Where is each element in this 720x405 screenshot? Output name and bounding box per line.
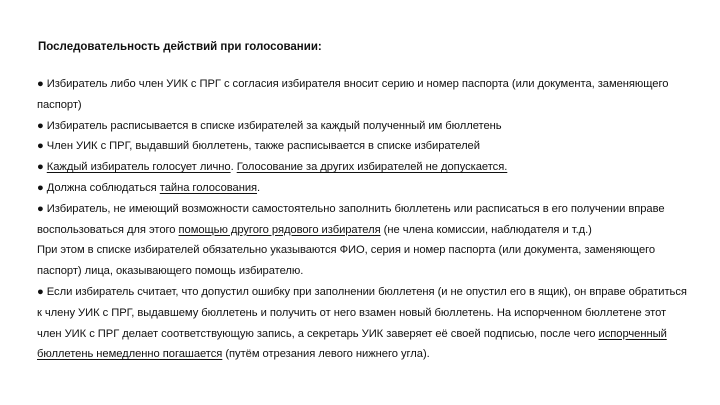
rule-spoiled-ballot xyxy=(37,282,689,365)
step-voter-signs: ● Избиратель расписывается в списке избирателей за каждый полученный им бюллетень xyxy=(37,119,502,132)
rule-assistant-recorded: При этом в списке избирателей обязательно указываются ФИО, серия и номер паспорта (или документа, заменяющего паспорт) лица, оказывающего помощь избирателю. xyxy=(37,244,656,278)
text-span: . xyxy=(230,161,237,174)
emphasis-no-proxy-voting: Голосование за других избирателей не допускается. xyxy=(236,161,508,174)
slide-body xyxy=(37,74,689,365)
text-span: ● Избиратель, не имеющий возможности самостоятельно заполнить бюллетень или расписаться в его получении вправе воспользоваться для этого xyxy=(37,202,665,236)
text-span: (не члена комиссии, наблюдателя и т.д.) xyxy=(380,223,592,236)
rule-assistance xyxy=(37,199,689,241)
step-member-signs: ● Член УИК с ПРГ, выдавший бюллетень, также расписывается в списке избирателей xyxy=(37,140,480,153)
emphasis-vote-personally: Каждый избиратель голосует лично xyxy=(46,161,231,174)
slide-title: Последовательность действий при голосовании: xyxy=(38,41,322,53)
bullet: ● xyxy=(37,161,47,174)
text-span: ● Если избиратель считает, что допустил ошибку при заполнении бюллетеня (и не опустил его в ящик), он вправе обратиться к члену УИК с ПРГ, выдавшему бюллетень и получить от него взамен новый бюллетень. На испорченном бюллетене этот член УИК с ПРГ делает соответствующую запись, а секретарь УИК заверяет её своей подписью, после чего xyxy=(37,285,687,340)
emphasis-secret-ballot: тайна голосования xyxy=(159,181,258,194)
text-span: ● Должна соблюдаться xyxy=(37,181,160,194)
emphasis-other-voter-help: помощью другого рядового избирателя xyxy=(178,223,381,236)
text-span: (путём отрезания левого нижнего угла). xyxy=(222,348,430,361)
text-span: . xyxy=(257,181,261,194)
rule-secret-ballot xyxy=(37,178,689,199)
step-passport-data: ● Избиратель либо член УИК с ПРГ с согласия избирателя вносит серию и номер паспорта (или документа, заменяющего паспорт) xyxy=(37,78,669,111)
emphasis-ballot-cancelled: испорченный бюллетень немедленно погашается xyxy=(37,327,667,361)
rule-vote-personally xyxy=(37,157,689,178)
